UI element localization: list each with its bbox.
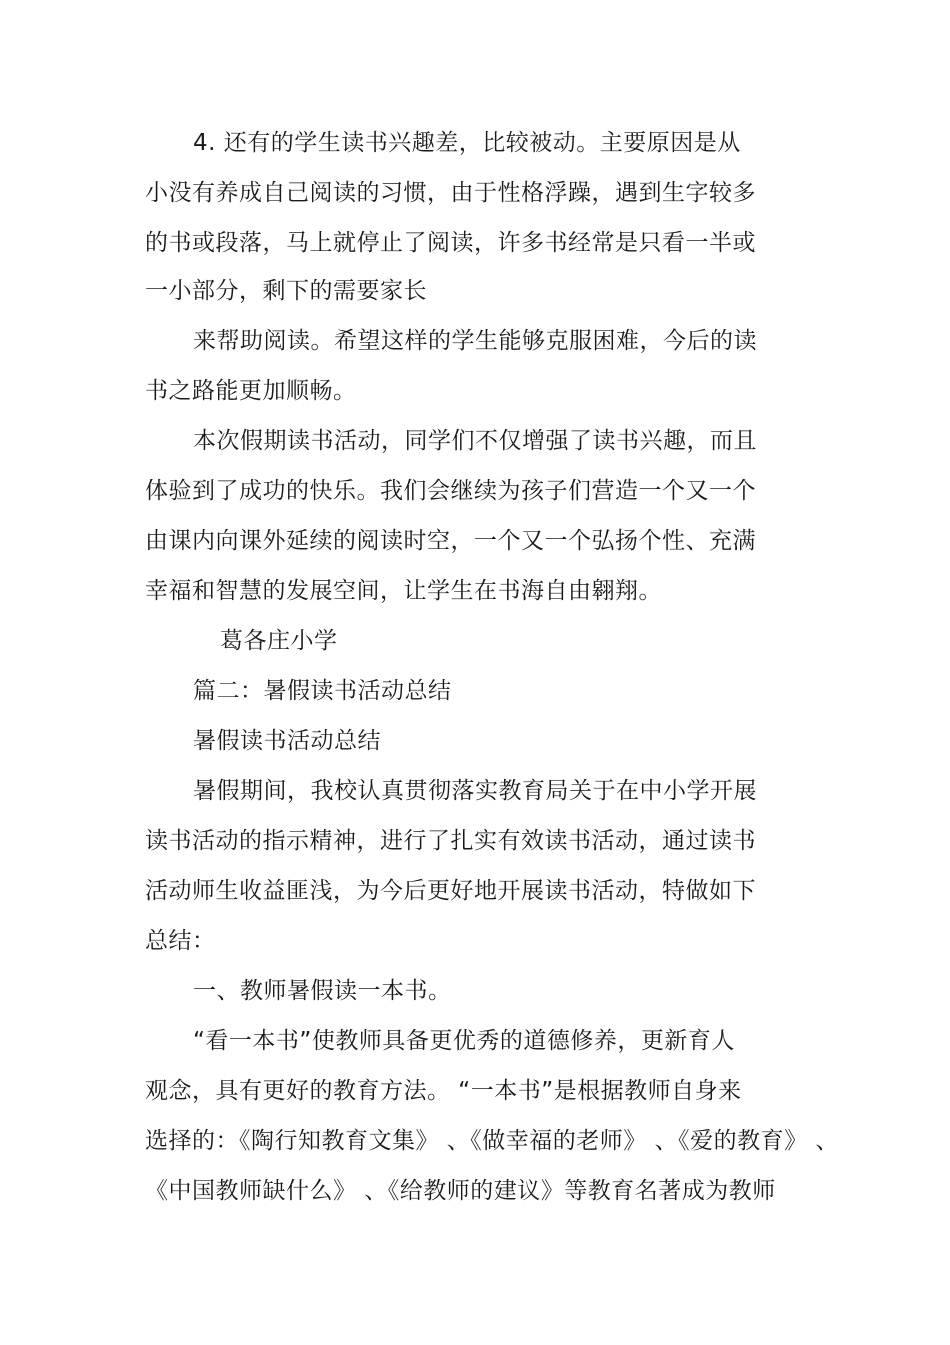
text-line: 暑假期间，我校认真贯彻落实教育局关于在中小学开展 xyxy=(193,778,757,804)
text-line: 体验到了成功的快乐。我们会继续为孩子们营造一个又一个 xyxy=(145,478,756,504)
section-heading: 篇二：暑假读书活动总结 xyxy=(193,678,452,704)
text-line: 书之路能更加顺畅。 xyxy=(145,378,357,404)
text-line: 读书活动的指示精神，进行了扎实有效读书活动，通过读书 xyxy=(145,828,756,854)
text-line: 《中国教师缺什么》 、《给教师的建议》等教育名著成为教师 xyxy=(145,1178,776,1204)
text-line: 观念，具有更好的教育方法。 “一本书”是根据教师自身来 xyxy=(145,1078,742,1104)
text-line: 幸福和智慧的发展空间，让学生在书海自由翱翔。 xyxy=(145,578,662,604)
text-line: 总结： xyxy=(145,928,216,954)
text-line: 由课内向课外延续的阅读时空，一个又一个弘扬个性、充满 xyxy=(145,528,756,554)
text-line: 的书或段落，马上就停止了阅读，许多书经常是只看一半或 xyxy=(145,230,756,256)
signature-school-name: 葛各庄小学 xyxy=(220,628,338,654)
text-line: “看一本书”使教师具备更优秀的道德修养，更新育人 xyxy=(193,1028,735,1054)
text-line: 来帮助阅读。希望这样的学生能够克服困难，今后的读 xyxy=(193,328,757,354)
text-line: 活动师生收益匪浅，为今后更好地开展读书活动，特做如下 xyxy=(145,878,756,904)
text-line: 小没有养成自己阅读的习惯，由于性格浮躁，遇到生字较多 xyxy=(145,180,756,206)
subsection-heading: 一、教师暑假读一本书。 xyxy=(193,978,452,1004)
text-line: 4. 还有的学生读书兴趣差，比较被动。主要原因是从 xyxy=(193,130,741,156)
text-line: 一小部分，剩下的需要家长 xyxy=(145,278,427,304)
text-line: 本次假期读书活动，同学们不仅增强了读书兴趣，而且 xyxy=(193,428,757,454)
text-line: 选择的：《陶行知教育文集》 、《做幸福的老师》 、《爱的教育》 、 xyxy=(145,1128,839,1154)
section-title: 暑假读书活动总结 xyxy=(193,728,381,754)
